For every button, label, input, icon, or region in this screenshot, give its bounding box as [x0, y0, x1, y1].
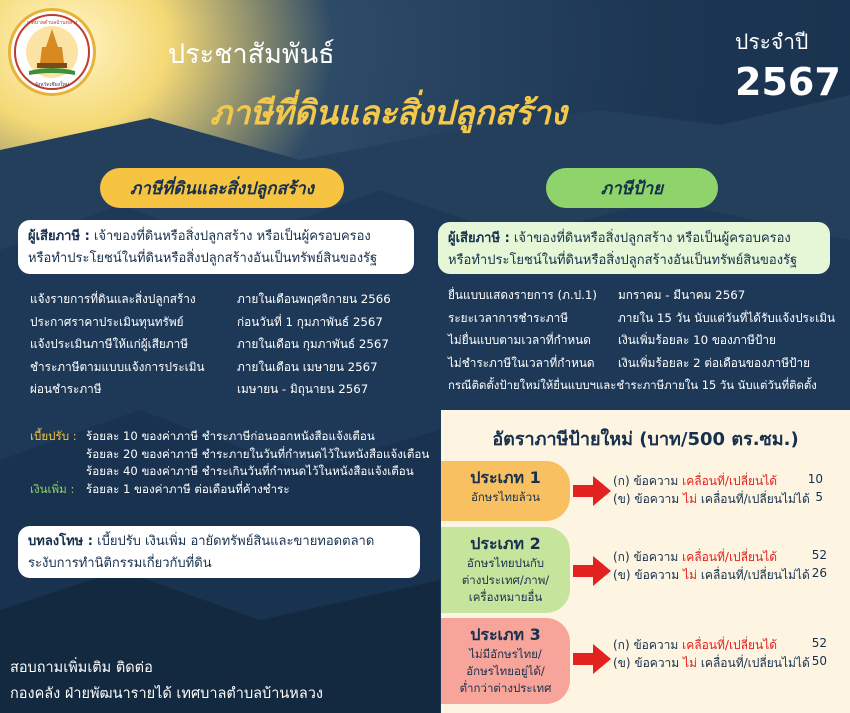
svg-text:เทศบาลตำบลบ้านหลวง: เทศบาลตำบลบ้านหลวง: [26, 20, 78, 26]
header-subtitle: ประชาสัมพันธ์: [168, 39, 335, 70]
schedule-row: ผ่อนชำระภาษี เมษายน - มิถุนายน 2567: [30, 382, 369, 396]
contact-info: [10, 655, 323, 707]
schedule-row: แจ้งรายการที่ดินและสิ่งปลูกสร้าง ภายในเดือนพฤศจิกายน 2566: [30, 292, 391, 306]
option-a: (ก) ข้อความ เคลื่อนที่/เปลี่ยนได้: [613, 550, 778, 564]
taxpayer-text: หรือทำประโยชน์ในที่ดินหรือสิ่งปลูกสร้างอันเป็นทรัพย์สินของรัฐ: [28, 251, 378, 266]
temple-emblem-icon: [13, 13, 91, 91]
contact-line: กองคลัง ฝ่ายพัฒนารายได้ เทศบาลตำบลบ้านหลวง: [10, 686, 323, 702]
sign-tax-heading: ภาษีป้าย: [546, 168, 718, 208]
taxpayer-label: ผู้เสียภาษี :: [28, 229, 90, 244]
schedule-row: ชำระภาษีตามแบบแจ้งการประเมิน ภายในเดือน เมษายน 2567: [30, 359, 378, 374]
category-3: ประเภท 3 ไม่มีอักษรไทย/ อักษรไทยอยู่ได้/ ต่ำกว่าต่างประเทศ: [441, 618, 570, 704]
sign-row: ยื่นแบบแสดงรายการ (ภ.ป.1) มกราคม - มีนาคม 2567: [448, 288, 746, 302]
sign-row: ระยะเวลาการชำระภาษี ภายใน 15 วัน นับแต่วันที่ได้รับแจ้งประเมิน: [448, 310, 836, 325]
rate-value: 52: [811, 548, 827, 562]
year-value: 2567: [735, 60, 841, 104]
municipality-logo: [8, 8, 96, 96]
year-label: ประจำปี: [735, 30, 809, 54]
option-b: (ข) ข้อความ ไม่ เคลื่อนที่/เปลี่ยนไม่ได้: [613, 568, 810, 582]
rate-title: อัตราภาษีป้ายใหม่ (บาท/500 ตร.ซม.): [492, 429, 799, 450]
taxpayer-text: หรือทำประโยชน์ในที่ดินหรือสิ่งปลูกสร้างอันเป็นทรัพย์สินของรัฐ: [448, 253, 798, 268]
rate-value: 52: [811, 636, 827, 650]
land-schedule: [30, 288, 391, 401]
land-taxpayer-box: [18, 220, 414, 274]
new-sign-note: กรณีติดตั้งป้ายใหม่ให้ยื่นแบบฯและชำระภาษีภายใน 15 วัน นับแต่วันที่ติดตั้ง: [448, 378, 817, 392]
sign-rate-panel: [441, 410, 850, 713]
arrow-right-icon: [573, 476, 611, 506]
category-1: ประเภท 1 อักษรไทยล้วน: [441, 461, 570, 521]
taxpayer-text: เจ้าของที่ดินหรือสิ่งปลูกสร้าง หรือเป็นผู้ครอบครอง: [513, 231, 791, 246]
arrow-right-icon: [573, 556, 611, 586]
taxpayer-label: ผู้เสียภาษี :: [448, 231, 510, 246]
land-tax-heading: ภาษีที่ดินและสิ่งปลูกสร้าง: [100, 168, 344, 208]
arrow-right-icon: [573, 644, 611, 674]
land-fines: [30, 428, 429, 498]
fine-row: เบี้ยปรับ : ร้อยละ 10 ของค่าภาษี ชำระภาษีก่อนออกหนังสือแจ้งเตือน: [30, 429, 375, 443]
option-a: (ก) ข้อความ เคลื่อนที่/เปลี่ยนได้: [613, 638, 778, 652]
option-b: (ข) ข้อความ ไม่ เคลื่อนที่/เปลี่ยนไม่ได้: [613, 492, 810, 506]
sign-row: ไม่ยื่นแบบตามเวลาที่กำหนด เงินเพิ่มร้อยละ 10 ของภาษีป้าย: [448, 333, 776, 347]
penalty-box: บทลงโทษ : เบี้ยปรับ เงินเพิ่ม อายัดทรัพย์สินและขายทอดตลาด ระงับการทำนิติกรรมเกี่ยวกับที่ดิน: [18, 526, 420, 578]
fine-row: ร้อยละ 40 ของค่าภาษี ชำระเกินวันที่กำหนดไว้ในหนังสือแจ้งเตือน: [86, 464, 414, 478]
contact-line: สอบถามเพิ่มเติม ติดต่อ: [10, 660, 153, 676]
sign-row: ไม่ชำระภาษีในเวลาที่กำหนด เงินเพิ่มร้อยละ 2 ต่อเดือนของภาษีป้าย: [448, 355, 811, 370]
sign-schedule: [448, 284, 835, 397]
svg-text:จังหวัดเชียงใหม่: จังหวัดเชียงใหม่: [34, 82, 70, 88]
rate-value: 10: [807, 472, 823, 486]
surcharge-row: เงินเพิ่ม : ร้อยละ 1 ของค่าภาษี ต่อเดือนที่ค้างชำระ: [30, 481, 290, 496]
page-title: ภาษีที่ดินและสิ่งปลูกสร้าง: [210, 93, 567, 132]
sign-taxpayer-box: [438, 222, 830, 274]
schedule-row: ประกาศราคาประเมินทุนทรัพย์ ก่อนวันที่ 1 กุมภาพันธ์ 2567: [30, 314, 383, 329]
rate-value: 50: [811, 654, 827, 668]
rate-value: 5: [815, 490, 823, 504]
taxpayer-text: เจ้าของที่ดินหรือสิ่งปลูกสร้าง หรือเป็นผู้ครอบครอง: [93, 229, 371, 244]
fine-row: ร้อยละ 20 ของค่าภาษี ชำระภายในวันที่กำหนดไว้ในหนังสือแจ้งเตือน: [86, 446, 430, 461]
category-2: ประเภท 2 อักษรไทยปนกับ ต่างประเทศ/ภาพ/ เครื่องหมายอื่น: [441, 527, 570, 613]
option-b: (ข) ข้อความ ไม่ เคลื่อนที่/เปลี่ยนไม่ได้: [613, 656, 810, 670]
option-a: (ก) ข้อความ เคลื่อนที่/เปลี่ยนได้: [613, 474, 778, 488]
rate-value: 26: [811, 566, 827, 580]
schedule-row: แจ้งประเมินภาษีให้แก่ผู้เสียภาษี ภายในเดือน กุมภาพันธ์ 2567: [30, 337, 389, 351]
